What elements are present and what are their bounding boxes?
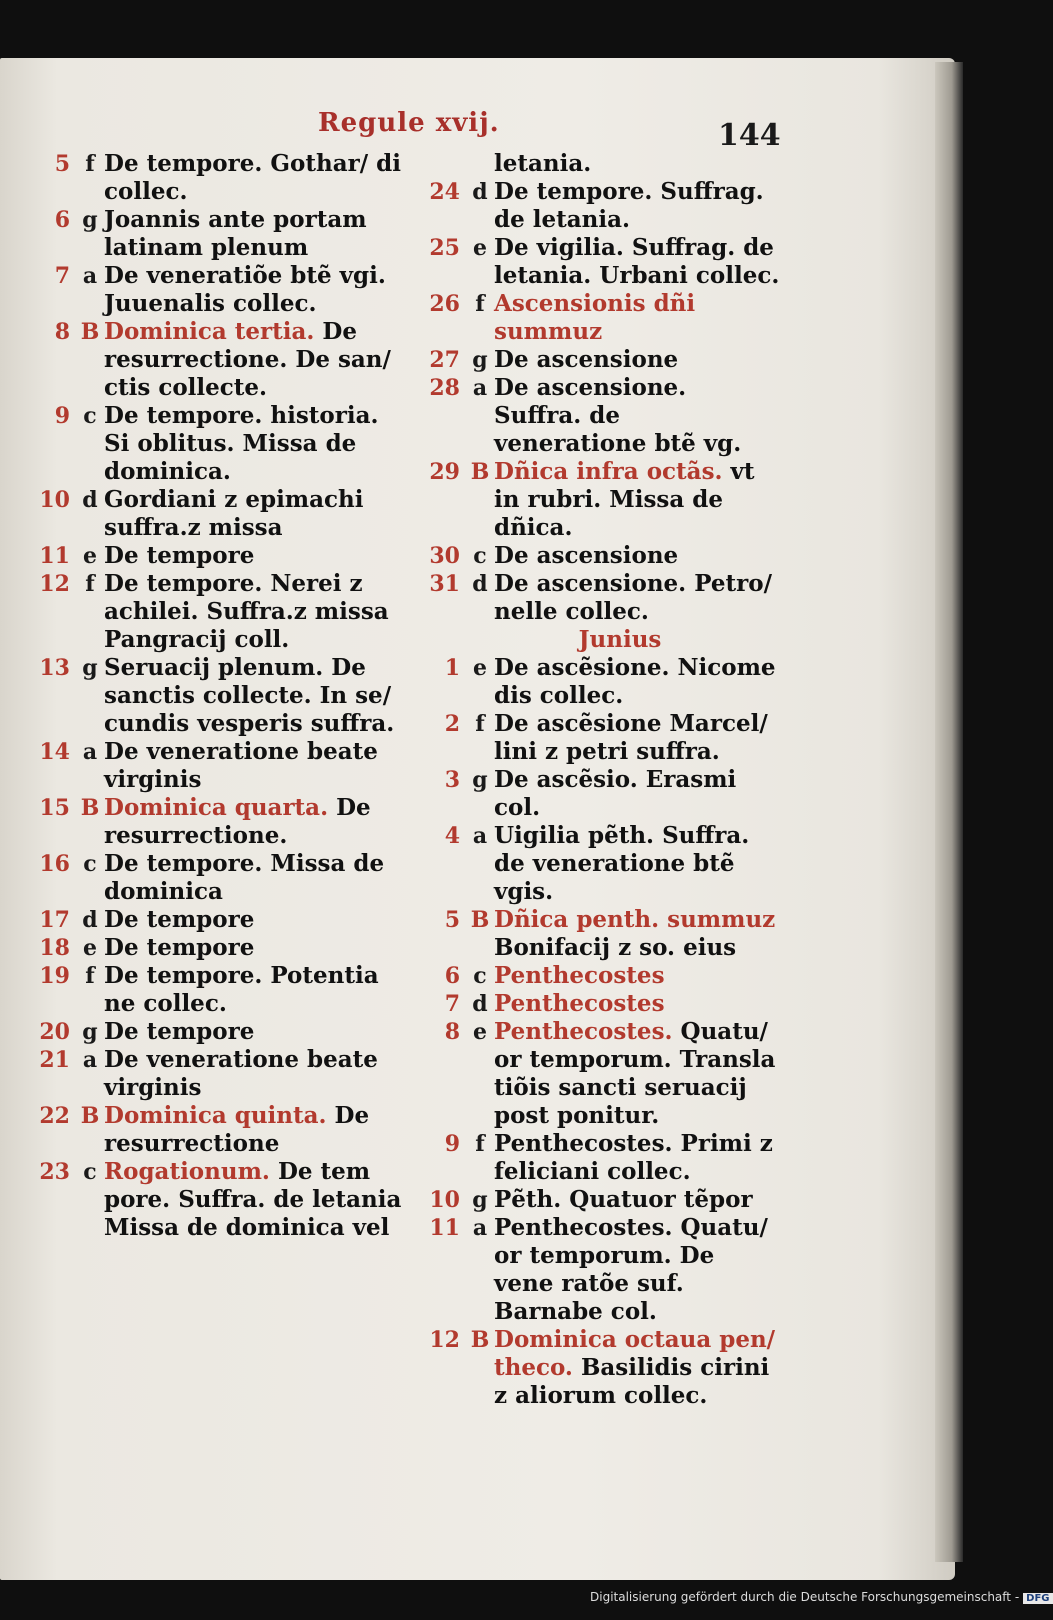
credit-text: Digitalisierung gefördert durch die Deutsche Forschungsgemeinschaft - bbox=[590, 1590, 1020, 1604]
dominical-letter: d bbox=[82, 487, 98, 513]
rubric-text: Penthecostes. bbox=[494, 1018, 673, 1045]
calendar-entry bbox=[420, 766, 780, 822]
entry-segment: De resurrectione bbox=[104, 1102, 370, 1157]
day-number: 2 bbox=[444, 711, 460, 737]
day-number: 30 bbox=[429, 543, 460, 569]
entry-text bbox=[104, 962, 410, 1018]
calendar-entry bbox=[420, 1130, 780, 1186]
entry-text bbox=[104, 262, 410, 318]
day-number: 5 bbox=[444, 907, 460, 933]
entry-segment: De tempore. historia. Si oblitus. Missa de dominica. bbox=[104, 402, 379, 485]
entry-segment: De tempore. Missa de dominica bbox=[104, 850, 385, 905]
rubric-text: Dominica quinta. bbox=[104, 1102, 327, 1129]
day-number: 29 bbox=[429, 459, 460, 485]
dominical-letter: B bbox=[470, 1327, 490, 1353]
dominical-letter: f bbox=[85, 963, 95, 989]
entry-segment: De veneratione beate virginis bbox=[104, 738, 378, 793]
entry-text bbox=[494, 570, 780, 626]
dominical-letter: B bbox=[80, 1103, 100, 1129]
day-number: 25 bbox=[429, 235, 460, 261]
entry-segment: De ascensione bbox=[494, 542, 679, 569]
entry-segment: De vigilia. Suffrag. de letania. Urbani collec. bbox=[494, 234, 780, 289]
day-number: 11 bbox=[39, 543, 70, 569]
dominical-letter: B bbox=[80, 319, 100, 345]
entry-text bbox=[104, 318, 410, 402]
calendar-entry bbox=[420, 990, 780, 1018]
day-number: 6 bbox=[444, 963, 460, 989]
dominical-letter: c bbox=[83, 1159, 97, 1185]
dominical-letter: e bbox=[473, 655, 487, 681]
calendar-entry bbox=[420, 1018, 780, 1130]
day-number: 21 bbox=[39, 1047, 70, 1073]
page-edge bbox=[935, 62, 963, 1562]
calendar-entry bbox=[420, 458, 780, 542]
calendar-entry bbox=[420, 710, 780, 766]
calendar-entry bbox=[420, 962, 780, 990]
calendar-entry bbox=[30, 654, 410, 738]
entry-text bbox=[494, 178, 780, 234]
dominical-letter: c bbox=[473, 543, 487, 569]
entry-segment: Uigilia pẽth. Suffra. de veneratione btẽ vgis. bbox=[494, 822, 750, 905]
entry-segment: De ascẽsione. Nicome dis collec. bbox=[494, 654, 776, 709]
entry-segment: De veneratiõe btẽ vgi. Juuenalis collec. bbox=[104, 262, 386, 317]
entry-text bbox=[494, 990, 780, 1018]
dominical-letter: e bbox=[83, 543, 97, 569]
day-number: 26 bbox=[429, 291, 460, 317]
dominical-letter: a bbox=[472, 823, 488, 849]
rubric-text: Penthecostes bbox=[494, 962, 665, 989]
entry-text bbox=[104, 206, 410, 262]
entry-segment: Basilidis cirini z aliorum collec. bbox=[494, 1354, 770, 1409]
day-number: 10 bbox=[429, 1187, 460, 1213]
entry-segment: De tempore. Nerei z achilei. Suffra.z missa Pangracij coll. bbox=[104, 570, 389, 653]
rubric-text: Rogationum. bbox=[104, 1158, 270, 1185]
day-number: 9 bbox=[54, 403, 70, 429]
rubric-text: Penthecostes bbox=[494, 990, 665, 1017]
day-number: 22 bbox=[39, 1103, 70, 1129]
calendar-entry bbox=[420, 290, 780, 346]
day-number: 11 bbox=[429, 1215, 460, 1241]
rubric-text: Dominica tertia. bbox=[104, 318, 315, 345]
dominical-letter: a bbox=[82, 739, 98, 765]
calendar-entry bbox=[30, 738, 410, 794]
day-number: 6 bbox=[54, 207, 70, 233]
entry-text bbox=[104, 1046, 410, 1102]
dominical-letter: d bbox=[472, 991, 488, 1017]
calendar-entry bbox=[30, 934, 410, 962]
rubric-text: Ascensionis dñi summuz bbox=[494, 290, 696, 345]
day-number: 19 bbox=[39, 963, 70, 989]
dominical-letter: c bbox=[473, 963, 487, 989]
dominical-letter: a bbox=[82, 1047, 98, 1073]
day-number: 18 bbox=[39, 935, 70, 961]
calendar-entry bbox=[30, 1102, 410, 1158]
dominical-letter: c bbox=[83, 851, 97, 877]
entry-text bbox=[104, 654, 410, 738]
rubric-text: Dominica quarta. bbox=[104, 794, 329, 821]
dominical-letter: d bbox=[82, 907, 98, 933]
entry-segment: Gordiani z epimachi suffra.z missa bbox=[104, 486, 364, 541]
calendar-entry bbox=[30, 906, 410, 934]
calendar-entry bbox=[420, 1326, 780, 1410]
day-number: 5 bbox=[54, 151, 70, 177]
calendar-entry bbox=[30, 150, 410, 206]
entry-text bbox=[494, 710, 780, 766]
dominical-letter: a bbox=[472, 1215, 488, 1241]
calendar-entry bbox=[420, 234, 780, 290]
day-number: 17 bbox=[39, 907, 70, 933]
calendar-column-left bbox=[30, 150, 410, 1242]
entry-segment: Joannis ante portam latinam plenum bbox=[104, 206, 367, 261]
day-number: 3 bbox=[444, 767, 460, 793]
entry-text bbox=[494, 542, 780, 570]
entry-segment: De ascẽsio. Erasmi col. bbox=[494, 766, 737, 821]
entry-text bbox=[104, 570, 410, 654]
entry-segment: De tempore. Potentia ne collec. bbox=[104, 962, 379, 1017]
dominical-letter: c bbox=[83, 403, 97, 429]
entry-text bbox=[494, 962, 780, 990]
calendar-entry bbox=[30, 542, 410, 570]
entry-text bbox=[104, 738, 410, 794]
dominical-letter: f bbox=[475, 711, 485, 737]
calendar-entry bbox=[30, 318, 410, 402]
rubric-text: Dominica octaua pen/ theco. bbox=[494, 1326, 776, 1381]
entry-segment: Bonifacij z so. eius bbox=[494, 934, 737, 961]
day-number: 4 bbox=[444, 823, 460, 849]
entry-segment: Pẽth. Quatuor tẽpor bbox=[494, 1186, 753, 1213]
digitization-credit bbox=[590, 1590, 1053, 1604]
calendar-entry bbox=[30, 262, 410, 318]
entry-segment: De veneratione beate virginis bbox=[104, 1046, 378, 1101]
entry-text bbox=[494, 1214, 780, 1326]
entry-segment: De tempore bbox=[104, 934, 255, 961]
calendar-entry bbox=[30, 1158, 410, 1242]
entry-segment: Penthecostes. Quatu/ or temporum. De vene ratõe suf. Barnabe col. bbox=[494, 1214, 768, 1325]
day-number: 16 bbox=[39, 851, 70, 877]
day-number: 8 bbox=[54, 319, 70, 345]
dominical-letter: f bbox=[85, 571, 95, 597]
calendar-entry bbox=[30, 570, 410, 654]
day-number: 1 bbox=[444, 655, 460, 681]
entry-text bbox=[104, 1102, 410, 1158]
entry-text bbox=[494, 290, 780, 346]
entry-text bbox=[104, 486, 410, 542]
calendar-entry bbox=[420, 346, 780, 374]
rubric-text: Dñica penth. summuz bbox=[494, 906, 776, 933]
day-number: 13 bbox=[39, 655, 70, 681]
calendar-entry bbox=[420, 374, 780, 458]
entry-segment: De resurrectione. bbox=[104, 794, 371, 849]
entry-text bbox=[104, 906, 410, 934]
calendar-entry bbox=[30, 402, 410, 486]
dominical-letter: f bbox=[475, 1131, 485, 1157]
day-number: 31 bbox=[429, 571, 460, 597]
day-number: 20 bbox=[39, 1019, 70, 1045]
day-number: 9 bbox=[444, 1131, 460, 1157]
dominical-letter: g bbox=[472, 767, 488, 793]
entry-text bbox=[494, 654, 780, 710]
entry-segment: Quatu/ or temporum. Transla tiõis sancti seruacij post ponitur. bbox=[494, 1018, 776, 1129]
calendar-entry bbox=[30, 206, 410, 262]
day-number: 14 bbox=[39, 739, 70, 765]
entry-text bbox=[494, 1186, 780, 1214]
entry-text bbox=[494, 234, 780, 290]
entry-text bbox=[104, 542, 410, 570]
folio-number: 144 bbox=[718, 118, 781, 153]
day-number: 7 bbox=[54, 263, 70, 289]
dominical-letter: g bbox=[82, 1019, 98, 1045]
entry-text bbox=[494, 1326, 780, 1410]
entry-segment: De tempore. Suffrag. de letania. bbox=[494, 178, 764, 233]
calendar-entry bbox=[420, 1214, 780, 1326]
day-number: 12 bbox=[39, 571, 70, 597]
entry-segment: De ascẽsione Marcel/ lini z petri suffra. bbox=[494, 710, 768, 765]
entry-text bbox=[494, 458, 780, 542]
dominical-letter: d bbox=[472, 179, 488, 205]
dominical-letter: g bbox=[472, 1187, 488, 1213]
calendar-column-right bbox=[420, 150, 780, 1410]
calendar-entry bbox=[30, 794, 410, 850]
entry-segment: vt in rubri. Missa de dñica. bbox=[494, 458, 755, 541]
entry-text bbox=[104, 934, 410, 962]
dominical-letter: f bbox=[475, 291, 485, 317]
calendar-entry bbox=[420, 150, 780, 178]
dominical-letter: g bbox=[472, 347, 488, 373]
entry-text bbox=[494, 374, 780, 458]
month-heading: Junius bbox=[578, 626, 662, 653]
day-number: 23 bbox=[39, 1159, 70, 1185]
entry-segment: De tempore bbox=[104, 542, 255, 569]
dominical-letter: g bbox=[82, 207, 98, 233]
dominical-letter: a bbox=[472, 375, 488, 401]
day-number: 15 bbox=[39, 795, 70, 821]
entry-segment: Seruacij plenum. De sanctis collecte. In se/ cundis vesperis suffra. bbox=[104, 654, 395, 737]
dfg-logo: DFG bbox=[1023, 1593, 1052, 1604]
calendar-entry bbox=[30, 962, 410, 1018]
entry-text bbox=[494, 822, 780, 906]
calendar-entry bbox=[30, 850, 410, 906]
day-number: 12 bbox=[429, 1327, 460, 1353]
entry-text bbox=[494, 1130, 780, 1186]
entry-text bbox=[494, 1018, 780, 1130]
dominical-letter: a bbox=[82, 263, 98, 289]
calendar-entry bbox=[420, 654, 780, 710]
entry-text bbox=[104, 150, 410, 206]
calendar-entry bbox=[420, 906, 780, 962]
entry-text bbox=[104, 1158, 410, 1242]
entry-text bbox=[104, 1018, 410, 1046]
entry-segment: Penthecostes. Primi z feliciani collec. bbox=[494, 1130, 773, 1185]
day-number: 10 bbox=[39, 487, 70, 513]
calendar-entry bbox=[420, 822, 780, 906]
calendar-entry bbox=[30, 1018, 410, 1046]
calendar-entry bbox=[420, 570, 780, 626]
entry-segment: De ascensione. Petro/ nelle collec. bbox=[494, 570, 772, 625]
day-number: 27 bbox=[429, 347, 460, 373]
day-number: 8 bbox=[444, 1019, 460, 1045]
dominical-letter: B bbox=[470, 907, 490, 933]
rubric-text: Dñica infra octãs. bbox=[494, 458, 723, 485]
entry-segment: De resurrectione. De san/ ctis collecte. bbox=[104, 318, 391, 401]
calendar-entry bbox=[420, 542, 780, 570]
dominical-letter: B bbox=[80, 795, 100, 821]
calendar-entry bbox=[30, 486, 410, 542]
dominical-letter: f bbox=[85, 151, 95, 177]
calendar-entry bbox=[420, 178, 780, 234]
entry-text bbox=[494, 766, 780, 822]
dominical-letter: e bbox=[473, 1019, 487, 1045]
calendar-entry bbox=[30, 1046, 410, 1102]
running-header: Regule xvij. bbox=[318, 108, 500, 138]
entry-text bbox=[104, 402, 410, 486]
entry-text bbox=[494, 346, 780, 374]
dominical-letter: e bbox=[473, 235, 487, 261]
entry-segment: letania. bbox=[494, 150, 592, 177]
calendar-entry bbox=[420, 1186, 780, 1214]
entry-segment: De tempore bbox=[104, 906, 255, 933]
entry-segment: De ascensione. Suffra. de veneratione btẽ vg. bbox=[494, 374, 742, 457]
dominical-letter: B bbox=[470, 459, 490, 485]
entry-text bbox=[494, 906, 780, 962]
entry-text bbox=[104, 794, 410, 850]
dominical-letter: e bbox=[83, 935, 97, 961]
entry-segment: De tempore bbox=[104, 1018, 255, 1045]
entry-segment: De ascensione bbox=[494, 346, 679, 373]
entry-text bbox=[494, 150, 780, 178]
day-number: 7 bbox=[444, 991, 460, 1017]
day-number: 24 bbox=[429, 179, 460, 205]
dominical-letter: g bbox=[82, 655, 98, 681]
entry-segment: De tempore. Gothar/ di collec. bbox=[104, 150, 401, 205]
day-number: 28 bbox=[429, 375, 460, 401]
dominical-letter: d bbox=[472, 571, 488, 597]
entry-text bbox=[104, 850, 410, 906]
entry-segment: De tem pore. Suffra. de letania Missa de dominica vel bbox=[104, 1158, 402, 1241]
